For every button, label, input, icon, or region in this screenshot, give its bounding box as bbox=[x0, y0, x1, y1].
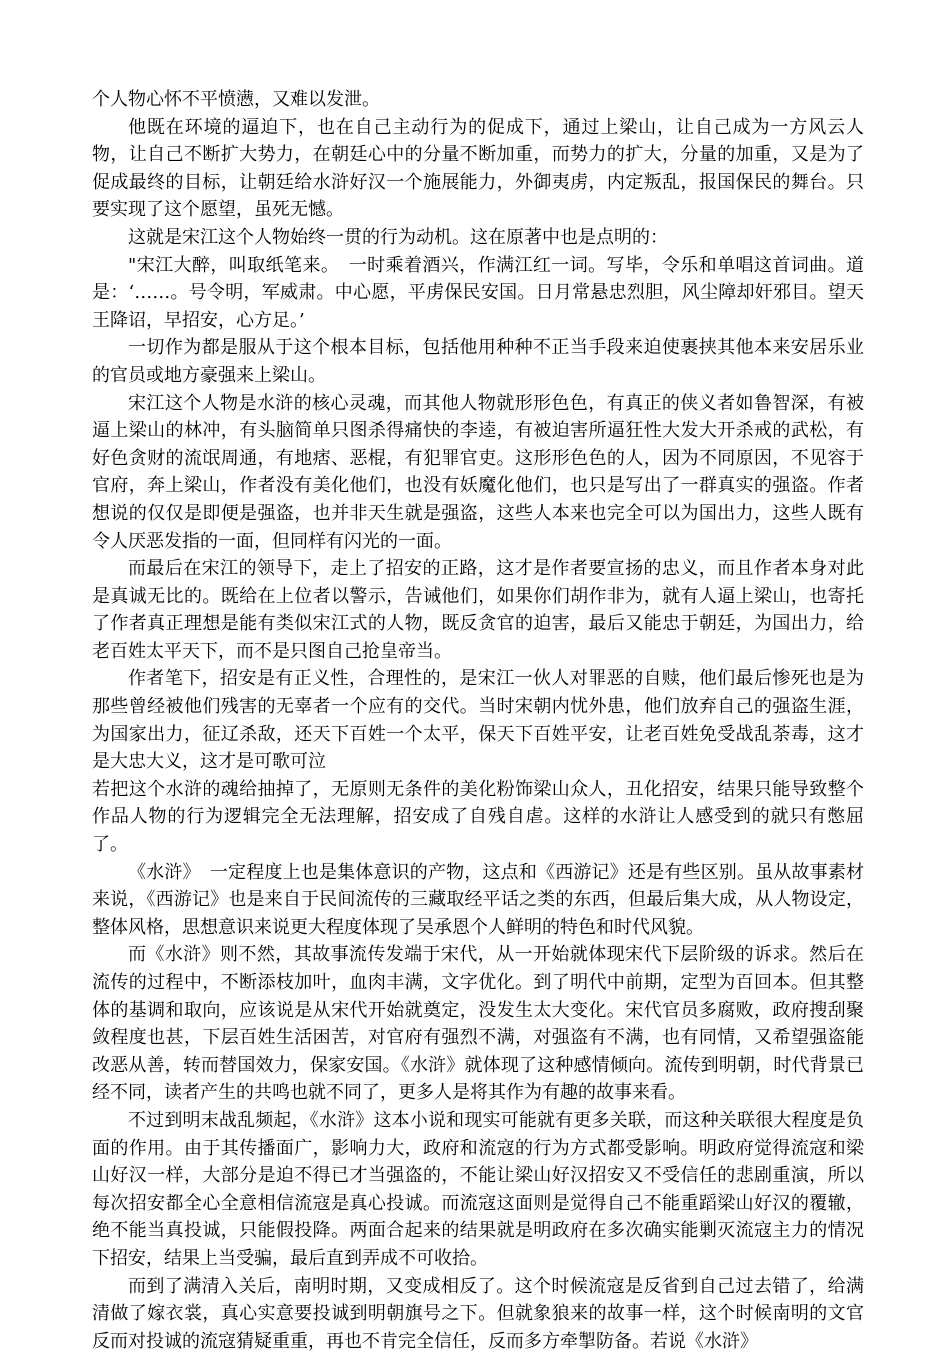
paragraph: 这就是宋江这个人物始终一贯的行为动机。这在原著中也是点明的： bbox=[128, 226, 668, 248]
document-page bbox=[92, 86, 864, 1355]
paragraph: 《水浒》 一定程度上也是集体意识的产物，这点和《西游记》还是有些区别。虽从故事素材来说，《西游记》也是来自于民间流传的三藏取经平话之类的东西，但最后集大成，从人物设定，整体风格，思想意识来说更大程度体现了吴承恩个人鲜明的特色和时代风貌。 bbox=[92, 861, 864, 938]
paragraph: 他既在环境的逼迫下，也在自己主动行为的促成下，通过上梁山，让自己成为一方风云人物，让自己不断扩大势力，在朝廷心中的分量不断加重，而势力的扩大，分量的加重，又是为了促成最终的目标，让朝廷给水浒好汉一个施展能力，外御夷虏，内定叛乱，报国保民的舞台。只要实现了这个愿望，虽死无憾。 bbox=[92, 116, 864, 221]
paragraph: 宋江这个人物是水浒的核心灵魂，而其他人物就形形色色，有真正的侠义者如鲁智深，有被逼上梁山的林冲，有头脑简单只图杀得痛快的李逵，有被迫害所逼狂性大发大开杀戒的武松，有好色贪财的流氓周通，有地痞、恶棍，有犯罪官吏。这形形色色的人，因为不同原因，不见容于官府，奔上梁山，作者没有美化他们，也没有妖魔化他们，也只是写出了一群真实的强盗。作者想说的仅仅是即便是强盗，也并非天生就是强盗，这些人本来也完全可以为国出力，这些人既有令人厌恶发指的一面，但同样有闪光的一面。 bbox=[92, 392, 864, 552]
paragraph: 一切作为都是服从于这个根本目标，包括他用种种不正当手段来迫使裹挟其他本来安居乐业的官员或地方豪强来上梁山。 bbox=[92, 337, 864, 386]
paragraph: 而到了满清入关后，南明时期，又变成相反了。这个时候流寇是反省到自己过去错了，给满清做了嫁衣裳，真心实意要投诚到明朝旗号之下。但就象狼来的故事一样，这个时候南明的文官反而对投诚的流寇猜疑重重，再也不肯完全信任，反而多方牵掣防备。若说《水浒》 bbox=[92, 1275, 864, 1352]
quoted-poem-paragraph: "宋江大醉，叫取纸笔来。 一时乘着酒兴，作满江红一词。写毕，令乐和单唱这首词曲。道是：‘……。号令明，军威肃。中心愿，平虏保民安国。日月常悬忠烈胆，风尘障却奸邪目。望天王降诏，早招安，心方足。’ bbox=[92, 254, 864, 331]
paragraph: 若把这个水浒的魂给抽掉了，无原则无条件的美化粉饰梁山众人，丑化招安，结果只能导致整个作品人物的行为逻辑完全无法理解，招安成了自残自虐。这样的水浒让人感受到的就只有憋屈了。 bbox=[92, 778, 864, 856]
paragraph: 作者笔下，招安是有正义性，合理性的，是宋江一伙人对罪恶的自赎，他们最后惨死也是为那些曾经被他们残害的无辜者一个应有的交代。当时宋朝内忧外患，他们放弃自己的强盗生涯，为国家出力，征辽杀敌，还天下百姓一个太平，保天下百姓平安，让老百姓免受战乱荼毒，这才是大忠大义，这才是可歌可泣 bbox=[92, 668, 864, 773]
paragraph: 而《水浒》则不然，其故事流传发端于宋代，从一开始就体现宋代下层阶级的诉求。然后在流传的过程中，不断添枝加叶，血肉丰满，文字优化。到了明代中前期，定型为百回本。但其整体的基调和取向，应该说是从宋代开始就奠定，没发生太大变化。宋代官员多腐败，政府搜刮聚敛程度也甚，下层百姓生活困苦，对官府有强烈不满，对强盗有不满，也有同情，又希望强盗能改恶从善，转而替国效力，保家安国。《水浒》就体现了这种感情倾向。流传到明朝，时代背景已经不同，读者产生的共鸣也就不同了，更多人是将其作为有趣的故事来看。 bbox=[92, 944, 864, 1104]
paragraph: 个人物心怀不平愤懑，又难以发泄。 bbox=[92, 89, 380, 110]
paragraph: 而最后在宋江的领导下，走上了招安的正路，这才是作者要宣扬的忠义，而且作者本身对此是真诚无比的。既给在上位者以警示，告诫他们，如果你们胡作非为，就有人逼上梁山，也寄托了作者真正理想是能有类似宋江式的人物，既反贪官的迫害，最后又能忠于朝廷，为国出力，给老百姓太平天下，而不是只图自己抢皇帝当。 bbox=[92, 558, 864, 662]
paragraph: 不过到明末战乱频起，《水浒》这本小说和现实可能就有更多关联，而这种关联很大程度是负面的作用。由于其传播面广，影响力大，政府和流寇的行为方式都受影响。明政府觉得流寇和梁山好汉一样，大部分是迫不得已才当强盗的，不能让梁山好汉招安又不受信任的悲剧重演，所以每次招安都全心全意相信流寇是真心投诚。而流寇这面则是觉得自己不能重蹈梁山好汉的覆辙，绝不能当真投诚，只能假投降。两面合起来的结果就是明政府在多次确实能剿灭流寇主力的情况下招安，结果上当受骗，最后直到弄成不可收拾。 bbox=[92, 1109, 864, 1269]
